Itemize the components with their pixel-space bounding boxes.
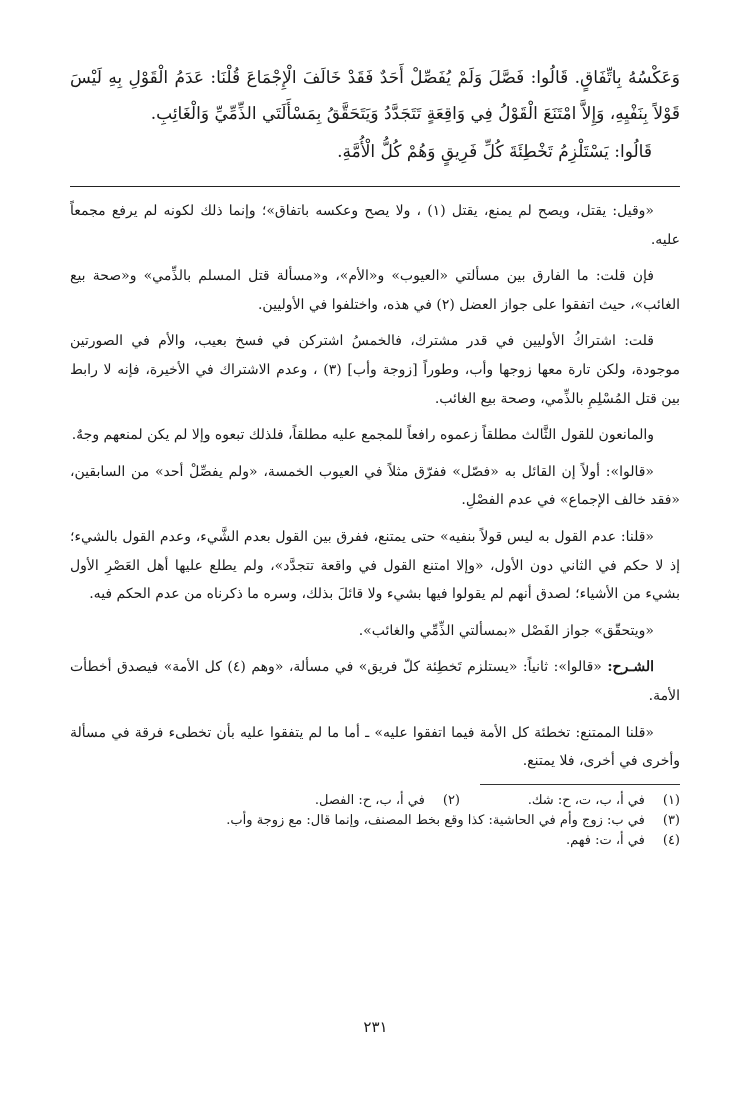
commentary-paragraph-9: «قلنا الممتنع: تخطئة كل الأمة فيما اتفقوا عليه» ـ أما ما لم يتفقوا عليه بأن تخطىء فرقة في مسألة وأخرى في أخرى، فلا يمتنع.: [70, 724, 680, 770]
footnote-row: [70, 811, 680, 831]
footnote-4: [566, 831, 680, 851]
matn-separator-rule: [70, 186, 680, 187]
commentary-paragraph-5: «قالوا»: أولاً إن القائل به «فصّل» ففرّق مثلاً في العيوب الخمسة، «ولم يفصِّلْ أحد» من السابقين، «فقد خالف الإجماع» في عدم الفصْلِ.: [70, 463, 680, 509]
commentary-paragraph-6: «قلنا: عدم القول به ليس قولاً بنفيه» حتى يمتنع، ففرق بين القول بعدم الشَّيء، وعدم القول بالشيء؛ إذ لا حكم في الثاني دون الأول، «وإلا امتنع القول في واقعة تتجدَّد»، ولم يطلع عليها أهل العَصْرِ الأول بشيء من الأشياء؛ لصدق أنهم لم يقولوا فيها بشيء ولا قائلَ بذلك، وسره ما ذكرناه من عدم الحكم فيه.: [70, 528, 680, 603]
footnote-1: [460, 791, 680, 811]
footnote-3: [226, 811, 680, 831]
footnote-3-text: في ب: زوج وأم في الحاشية: كذا وقع بخط المصنف، وإنما قال: مع زوجة وأب.: [226, 812, 645, 828]
page-body: [70, 60, 680, 851]
footnote-4-text: في أ، ت: فهم.: [565, 832, 645, 848]
footnote-1-number: (١): [662, 792, 680, 808]
footnote-separator-rule: [480, 784, 680, 785]
commentary-paragraph-2: فإن قلت: ما الفارق بين مسألتي «العيوب» و«الأم»، و«مسألة قتل المسلم بالذِّمي» و«صحة بيع الغائب»، حيث اتفقوا على جواز العضل (٢) في هذه، واختلفوا في الأوليين.: [70, 268, 680, 313]
commentary-block: [70, 197, 680, 776]
footnote-3-number: (٣): [662, 812, 680, 828]
commentary-paragraph-8-text: «قالوا»: ثانياً: «يستلزم تَخطِئة كلّ فريق» في مسألة، «وهم (٤) كل الأمة» فيصدق أخطأت الأمة.: [70, 659, 680, 704]
matn-paragraph-2: قَالُوا: يَسْتَلْزِمُ تَخْطِئَةَ كُلِّ فَرِيقٍ وَهُمْ كُلُّ الْأُمَّةِ.: [337, 142, 652, 162]
matn-text-block: [70, 60, 680, 170]
page-number: ٢٣١: [363, 1018, 388, 1036]
commentary-paragraph-3: قلت: اشتراكُ الأوليين في قدر مشترك، فالخمسُ اشتركن في فسخ بعيب، والأم في الصورتين موجودة، ولكن تارة معها زوجها وأب، وطوراً [زوجة وأب] (٣) ، وعدم الاشتراك في الأخيرة، فإنه لا رابط بين قتل المُسْلِمِ بالذِّمي، وصحة بيع الغائب.: [70, 333, 680, 407]
footnote-2-text: في أ، ب، ح: الفصل.: [314, 792, 425, 808]
footnote-1-text: في أ، ب، ت، ح: شك.: [527, 792, 645, 808]
matn-paragraph-1: وَعَكْسُهُ بِاتِّفَاقٍ. قَالُوا: فَصَّلَ وَلَمْ يُفَصِّلْ أَحَدٌ فَقَدْ خَالَفَ الْإِجْمَاعَ قُلْنَا: عَدَمُ الْقَوْلِ بِهِ لَيْسَ قَوْلاً بِنَفْيِهِ، وَإِلاَّ امْتَنَعَ الْقَوْلُ فِي وَاقِعَةٍ تَتَجَدَّدُ وَيَتَحَقَّقُ بِمَسْأَلَتَي الذِّمِّيِّ وَالْغَائِبِ.: [70, 68, 680, 124]
footnote-2-number: (٢): [442, 792, 460, 808]
commentary-paragraph-7: «ويتحقّق» جواز الفَصْل «بمسألتي الذِّمِّي والغائب».: [358, 622, 654, 639]
footnotes-block: [70, 791, 680, 851]
footnote-4-number: (٤): [662, 832, 680, 848]
commentary-paragraph-8: [70, 653, 680, 710]
sharh-label: الشـرح:: [607, 659, 655, 676]
commentary-paragraph-4: والمانعون للقول الثَّالث مطلقاً زعموه رافعاً للمجمع عليه مطلقاً، فلذلك تبعوه وإلا لم يكن لمنعهم وجهٌ.: [71, 427, 654, 444]
footnote-2: [310, 791, 460, 811]
footnote-row: [70, 831, 680, 851]
footnote-row: [70, 791, 680, 811]
commentary-paragraph-1: «وقيل: يقتل، ويصح لم يمنع، يقتل (١) ، ولا يصح وعكسه باتفاق»؛ وإنما ذلك لكونه لم يرفع مجمعاً عليه.: [70, 203, 680, 248]
